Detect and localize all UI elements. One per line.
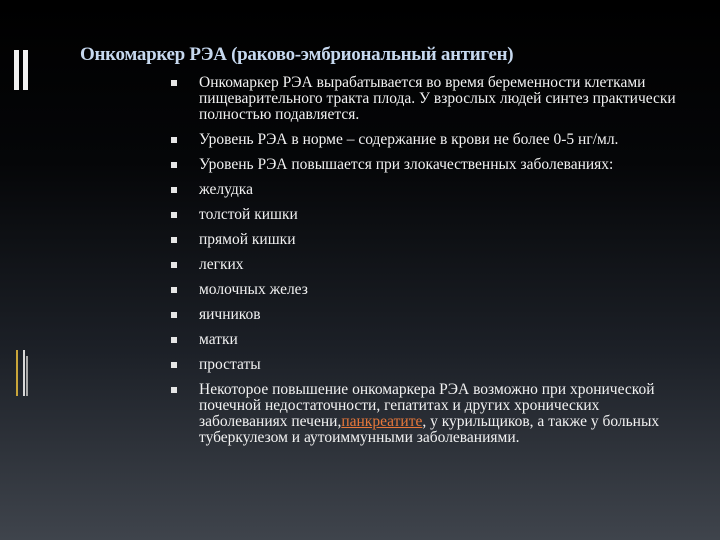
list-item	[171, 307, 691, 323]
list-item-text: Уровень РЭА повышается при злокачественных заболеваниях:	[199, 156, 614, 173]
square-bullet-icon	[171, 212, 177, 218]
square-bullet-icon	[171, 362, 177, 368]
square-bullet-icon	[171, 162, 177, 168]
list-item-text: молочных желез	[199, 281, 308, 298]
list-item	[171, 182, 691, 198]
list-item-text: Уровень РЭА в норме – содержание в крови не более 0-5 нг/мл.	[199, 131, 619, 148]
square-bullet-icon	[171, 337, 177, 343]
list-item-text-after-link: , у курильщиков, а также у больных туберкулезом и аутоиммунными заболеваниями.	[199, 413, 660, 446]
pancreatitis-link[interactable]: панкреатите	[341, 413, 423, 430]
list-item-text: Онкомаркер РЭА вырабатывается во время беременности клетками пищеварительного тракта плода. У взрослых людей синтез практически полностью подавляется.	[199, 74, 676, 123]
list-item-text: легких	[199, 256, 244, 273]
list-item	[171, 332, 691, 348]
decorative-line	[16, 350, 18, 396]
decorative-bars-top	[14, 50, 30, 90]
list-item	[171, 132, 691, 148]
list-item-text: яичников	[199, 306, 261, 323]
list-item	[171, 75, 691, 123]
square-bullet-icon	[171, 80, 177, 86]
list-item-text: простаты	[199, 356, 261, 373]
decorative-line	[26, 356, 28, 396]
decorative-bar	[23, 50, 28, 90]
decorative-bar	[14, 50, 19, 90]
list-item	[171, 157, 691, 173]
list-item	[171, 232, 691, 248]
list-item	[171, 257, 691, 273]
bullet-list	[171, 75, 691, 455]
list-item-text: желудка	[199, 181, 253, 198]
decorative-lines-bottom	[14, 350, 30, 396]
list-item	[171, 207, 691, 223]
list-item	[171, 282, 691, 298]
square-bullet-icon	[171, 287, 177, 293]
square-bullet-icon	[171, 262, 177, 268]
list-item	[171, 382, 691, 446]
list-item-text: прямой кишки	[199, 231, 296, 248]
square-bullet-icon	[171, 137, 177, 143]
square-bullet-icon	[171, 187, 177, 193]
list-item-text: толстой кишки	[199, 206, 298, 223]
square-bullet-icon	[171, 387, 177, 393]
list-item-text: матки	[199, 331, 238, 348]
list-item-text-before-link: Некоторое повышение онкомаркера РЭА возможно при хронической почечной недостаточности, гепатитах и других хронических заболеваниях печени,	[199, 381, 655, 430]
list-item	[171, 357, 691, 373]
slide-title: Онкомаркер РЭА (раково-эмбриональный антиген)	[80, 44, 514, 65]
decorative-line	[23, 350, 25, 396]
square-bullet-icon	[171, 312, 177, 318]
square-bullet-icon	[171, 237, 177, 243]
